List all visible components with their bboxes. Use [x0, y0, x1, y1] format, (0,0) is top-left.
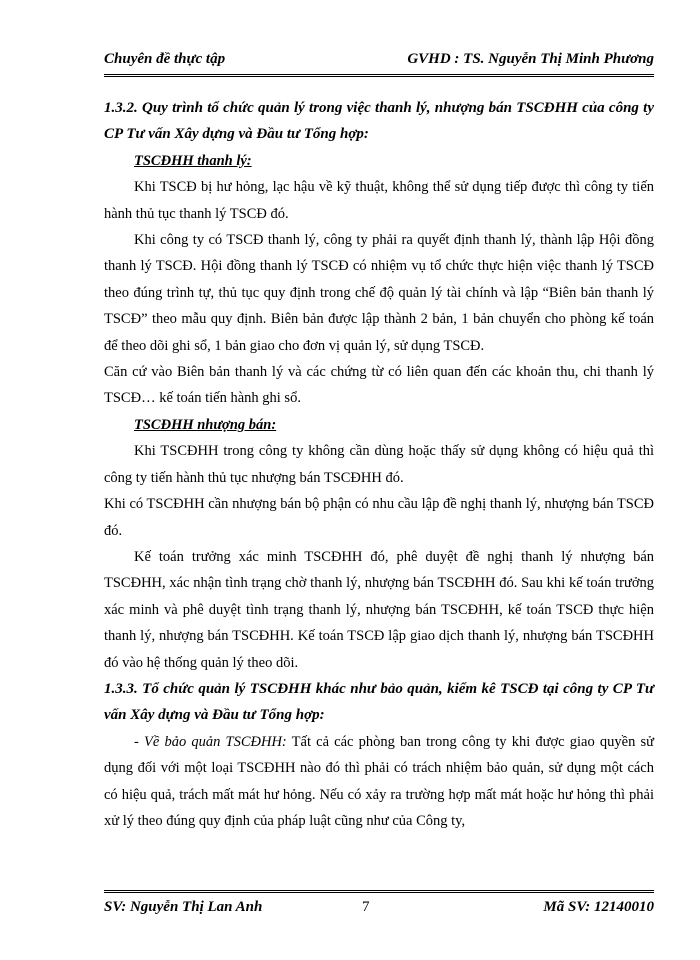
- page-header: [104, 42, 654, 77]
- subheading-thanh-ly: [104, 148, 654, 174]
- page-footer: [104, 890, 654, 921]
- header-right: GVHD : TS. Nguyễn Thị Minh Phương: [407, 51, 654, 67]
- subheading-thanh-ly-text: TSCĐHH thanh lý:: [134, 152, 252, 169]
- subheading-nhuong-ban-text: TSCĐHH nhượng bán:: [134, 416, 277, 433]
- paragraph-3: Căn cứ vào Biên bản thanh lý và các chứng từ có liên quan đến các khoản thu, chi thanh lý TSCĐ… kế toán tiến hành ghi sổ.: [104, 364, 654, 407]
- paragraph-6: Kế toán trưởng xác minh TSCĐHH đó, phê duyệt đề nghị thanh lý nhượng bán TSCĐHH, xác nhận tình trạng chờ thanh lý, nhượng bán TSCĐHH đó. Sau khi kế toán trưởng xác minh và phê duyệt tình trạng thanh lý, nhượng bán TSCĐHH, kế toán TSCĐ thực hiện thanh lý, nhượng bán TSCĐHH. Kế toán TSCĐ lập giao dịch thanh lý, nhượng bán TSCĐHH đó vào hệ thống quản lý theo dõi.: [104, 548, 654, 671]
- paragraph-4: Khi TSCĐHH trong công ty không cần dùng hoặc thấy sử dụng không có hiệu quả thì công ty tiến hành thủ tục nhượng bán TSCĐHH đó.: [104, 443, 654, 486]
- page-body: [104, 95, 654, 834]
- paragraph-5: Khi có TSCĐHH cần nhượng bán bộ phận có nhu cầu lập đề nghị thanh lý, nhượng bán TSCĐ đó.: [104, 496, 654, 539]
- footer-page-number: 7: [362, 899, 370, 915]
- paragraph-2: Khi công ty có TSCĐ thanh lý, công ty phải ra quyết định thanh lý, thành lập Hội đồng thanh lý TSCĐ. Hội đồng thanh lý TSCĐ có nhiệm vụ tổ chức thực hiện việc thanh lý TSCĐ theo đúng trình tự, thủ tục quy định trong chế độ quản lý tài chính và lập “Biên bản thanh lý TSCĐ” theo mẫu quy định. Biên bản được lập thành 2 bản, 1 bản chuyển cho phòng kế toán để theo dõi ghi sổ, 1 bản giao cho đơn vị quản lý, sử dụng TSCĐ.: [104, 232, 654, 354]
- header-left: Chuyên đề thực tập: [104, 51, 226, 67]
- paragraph-7-lead: - Về bảo quản TSCĐHH:: [134, 733, 287, 750]
- section-1-3-3-title: 1.3.3. Tổ chức quản lý TSCĐHH khác như bảo quản, kiểm kê TSCĐ tại công ty CP Tư vấn Xây dựng và Đầu tư Tổng hợp:: [104, 680, 654, 724]
- footer-student-name: SV: Nguyễn Thị Lan Anh: [104, 899, 263, 915]
- paragraph-7-text: Tất cả các phòng ban trong công ty khi được giao quyền sử dụng đối với một loại TSCĐHH nào đó thì phải có trách nhiệm bảo quản, sử dụng một cách có hiệu quả, trách mất mát hư hỏng. Nếu có xảy ra trường hợp mất mát hoặc hư hỏng thì phải xử lý theo đúng quy định của pháp luật cũng như của Công ty,: [104, 733, 654, 829]
- section-1-3-2-title: 1.3.2. Quy trình tổ chức quản lý trong việc thanh lý, nhượng bán TSCĐHH của công ty CP Tư vấn Xây dựng và Đầu tư Tổng hợp:: [104, 100, 654, 143]
- paragraph-1: Khi TSCĐ bị hư hỏng, lạc hậu về kỹ thuật, không thể sử dụng tiếp được thì công ty tiến hành thủ tục thanh lý TSCĐ đó.: [104, 179, 654, 222]
- footer-student-id: Mã SV: 12140010: [543, 899, 654, 915]
- paragraph-7: [104, 729, 654, 835]
- subheading-nhuong-ban: [104, 412, 654, 438]
